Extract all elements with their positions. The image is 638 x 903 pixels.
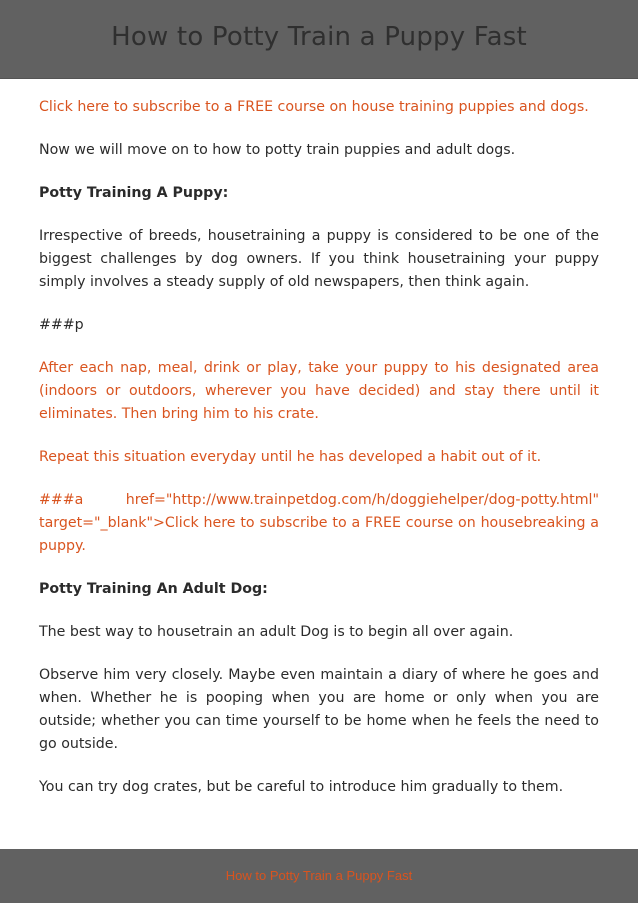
section-heading-puppy: Potty Training A Puppy:	[39, 185, 229, 201]
raw-link-text[interactable]: ###a href="http://www.trainpetdog.com/h/doggiehelper/dog-potty.html" target="_blank">Click here to subscribe to a FREE course on housebreaking a puppy.	[39, 492, 599, 554]
page-header	[0, 0, 638, 79]
page-footer	[0, 849, 638, 903]
document-body	[39, 96, 599, 819]
intro-paragraph: Now we will move on to how to potty train puppies and adult dogs.	[39, 142, 516, 158]
page-title: How to Potty Train a Puppy Fast	[111, 22, 527, 52]
adult-paragraph-1: The best way to housetrain an adult Dog is to begin all over again.	[39, 624, 514, 640]
adult-paragraph-3: You can try dog crates, but be careful to introduce him gradually to them.	[39, 779, 564, 795]
adult-paragraph-2: Observe him very closely. Maybe even maintain a diary of where he goes and when. Whether he is pooping when you are home or only when you are outside; whether you can time yourself to be home when he feels the need to go outside.	[39, 667, 599, 752]
subscribe-link[interactable]: Click here to subscribe to a FREE course on house training puppies and dogs.	[39, 99, 589, 115]
marker-text: ###p	[39, 317, 84, 333]
section-heading-adult: Potty Training An Adult Dog:	[39, 581, 268, 597]
footer-title[interactable]: How to Potty Train a Puppy Fast	[225, 868, 413, 883]
highlight-paragraph-2: Repeat this situation everyday until he has developed a habit out of it.	[39, 449, 542, 465]
highlight-paragraph-1: After each nap, meal, drink or play, take your puppy to his designated area (indoors or outdoors, wherever you have decided) and stay there until it eliminates. Then bring him to his crate.	[39, 360, 599, 422]
puppy-paragraph: Irrespective of breeds, housetraining a puppy is considered to be one of the biggest challenges by dog owners. If you think housetraining your puppy simply involves a steady supply of old newspapers, then think again.	[39, 228, 599, 290]
